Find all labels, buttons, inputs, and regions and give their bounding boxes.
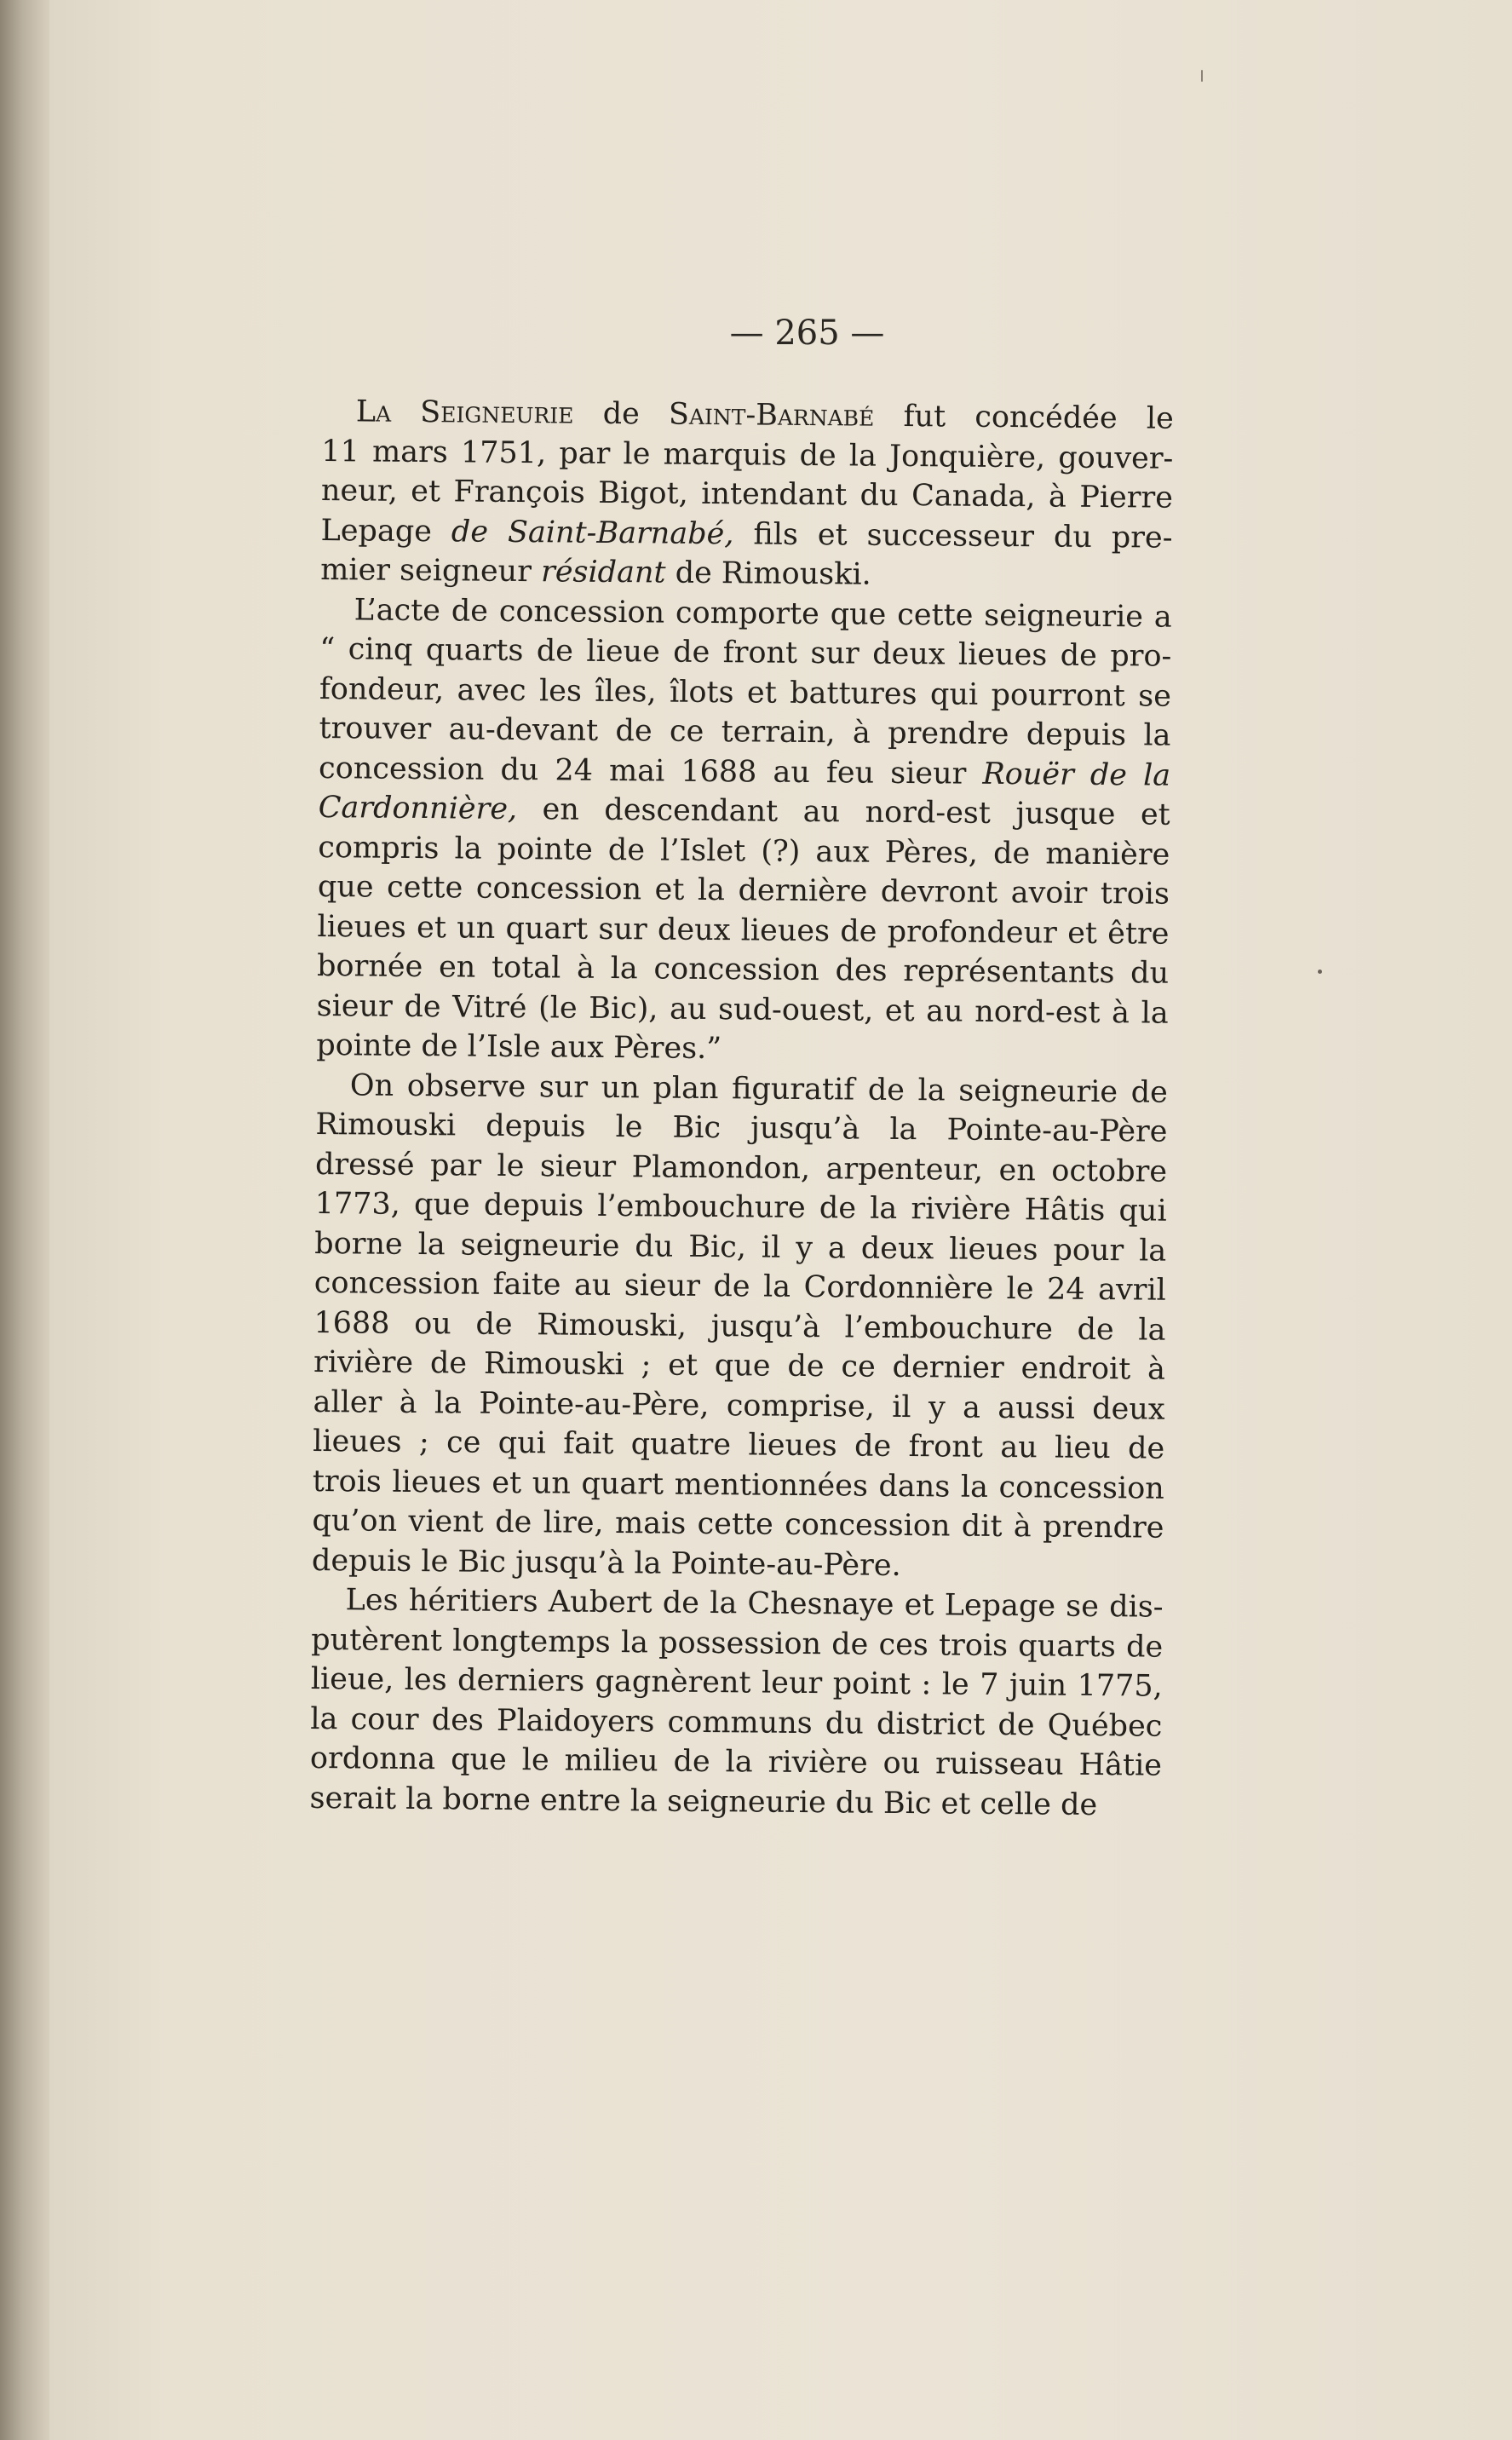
text-segment: compris la pointe de l’Islet (?) aux Pères, de manière: [318, 830, 1170, 872]
text-segment: neur, et François Bigot, intendant du Canada, à Pierre: [320, 473, 1174, 515]
text-segment: de: [573, 396, 670, 432]
body-text: [309, 392, 1174, 1826]
paragraph: [316, 590, 1172, 1073]
text-line: [322, 392, 1174, 439]
text-line: [319, 709, 1170, 756]
speck-mark: [1201, 70, 1203, 82]
small-caps-text: La Seigneurie: [355, 394, 574, 431]
text-line: [310, 1739, 1162, 1786]
page-number: — 265 —: [729, 314, 885, 353]
text-segment: sieur de Vitré (le Bic), au sud-ouest, et au nord-est à la: [316, 988, 1169, 1031]
text-segment: concession faite au sieur de la Cordonnière le 24 avril: [313, 1265, 1167, 1308]
text-segment: putèrent longtemps la possession de ces trois quarts de: [311, 1622, 1164, 1665]
text-segment: rivière de Rimouski ; et que de ce dernier endroit à: [313, 1344, 1166, 1387]
italic-text: de Saint-Barnabé,: [451, 514, 734, 551]
text-segment: concession du 24 mai 1688 au feu sieur: [318, 751, 983, 791]
text-segment: fut concédée le: [874, 399, 1174, 436]
text-line: [319, 788, 1170, 835]
text-segment: la cour des Plaidoyers communs du district de Québec: [310, 1701, 1163, 1744]
text-line: [316, 1026, 1168, 1073]
text-segment: lieues ; ce qui fait quatre lieues de front au lieu de: [313, 1424, 1165, 1466]
text-line: [314, 1184, 1166, 1231]
text-segment: 1688 ou de Rimouski, jusqu’à l’embouchure de la: [313, 1305, 1166, 1348]
text-segment: borne la seigneurie du Bic, il y a deux lieues pour la: [314, 1226, 1167, 1269]
page-gutter: [0, 0, 49, 2440]
text-segment: en descendant au nord-est jusque et: [516, 792, 1170, 832]
text-line: [320, 550, 1172, 597]
text-segment: ordonna que le milieu de la rivière ou ruisseau Hâtie: [309, 1741, 1163, 1783]
text-segment: serait la borne entre la seigneurie du Bic et celle de: [309, 1781, 1098, 1822]
text-line: [311, 1660, 1163, 1706]
text-line: [313, 1343, 1165, 1390]
text-segment: Lepage: [320, 513, 452, 549]
text-segment: bornée en total à la concession des représentants du: [316, 948, 1170, 991]
text-segment: qu’on vient de lire, mais cette concession dit à prendre: [312, 1503, 1164, 1545]
paragraph: [309, 1580, 1163, 1826]
text-segment: dressé par le sieur Plamondon, arpenteur, en octobre: [314, 1147, 1168, 1189]
text-segment: pointe de l’Isle aux Pères.”: [316, 1027, 722, 1067]
text-line: [315, 1105, 1167, 1152]
text-segment: 1773, que depuis l’embouchure de la rivière Hâtis qui: [314, 1186, 1167, 1229]
text-line: [319, 630, 1171, 676]
text-segment: trouver au-devant de ce terrain, à prendre depuis la: [319, 711, 1171, 753]
text-segment: que cette concession et la dernière devront avoir trois: [317, 869, 1170, 912]
text-segment: “ cinq quarts de lieue de front sur deux lieues de pro-: [319, 631, 1172, 674]
text-segment: lieue, les derniers gagnèrent leur point : le 7 juin 1775,: [310, 1661, 1163, 1704]
italic-text: résidant: [540, 555, 666, 590]
text-line: [312, 1501, 1164, 1548]
text-line: [311, 1580, 1163, 1627]
text-segment: mier seigneur: [320, 552, 542, 590]
text-segment: trois lieues et un quart mentionnées dans la concession: [312, 1464, 1164, 1506]
text-segment: lieues et un quart sur deux lieues de profondeur et être: [317, 909, 1170, 952]
text-segment: Rimouski depuis le Bic jusqu’à la Pointe-au-Père: [315, 1107, 1168, 1149]
text-segment: fondeur, avec les îles, îlots et battures qui pourront se: [319, 671, 1172, 714]
small-caps-text: Saint-Barnabé: [668, 397, 875, 434]
text-line: [314, 1263, 1166, 1310]
text-segment: depuis le Bic jusqu’à la Pointe-au-Père.: [311, 1543, 901, 1583]
italic-text: Rouër de la: [982, 757, 1171, 793]
text-line: [317, 947, 1169, 993]
italic-text: Cardonnière,: [318, 790, 518, 827]
text-segment: Les héritiers Aubert de la Chesnaye et Lepage se dis-: [345, 1583, 1164, 1625]
text-line: [321, 471, 1173, 518]
speck-mark: [1318, 970, 1322, 974]
paragraph: [320, 392, 1174, 597]
text-segment: 11 mars 1751, par le marquis de la Jonquière, gouver-: [321, 434, 1174, 476]
text-line: [309, 1778, 1161, 1825]
text-line: [318, 867, 1170, 914]
paragraph: [312, 1065, 1168, 1587]
text-segment: fils et successeur du pre-: [733, 516, 1173, 555]
text-line: [313, 1422, 1164, 1469]
text-segment: On observe sur un plan figuratif de la seigneurie de: [349, 1068, 1169, 1110]
text-segment: L’acte de concession comporte que cette seigneurie a: [354, 592, 1172, 635]
text-segment: aller à la Pointe-au-Père, comprise, il y a aussi deux: [313, 1384, 1165, 1427]
text-segment: de Rimouski.: [665, 555, 871, 592]
